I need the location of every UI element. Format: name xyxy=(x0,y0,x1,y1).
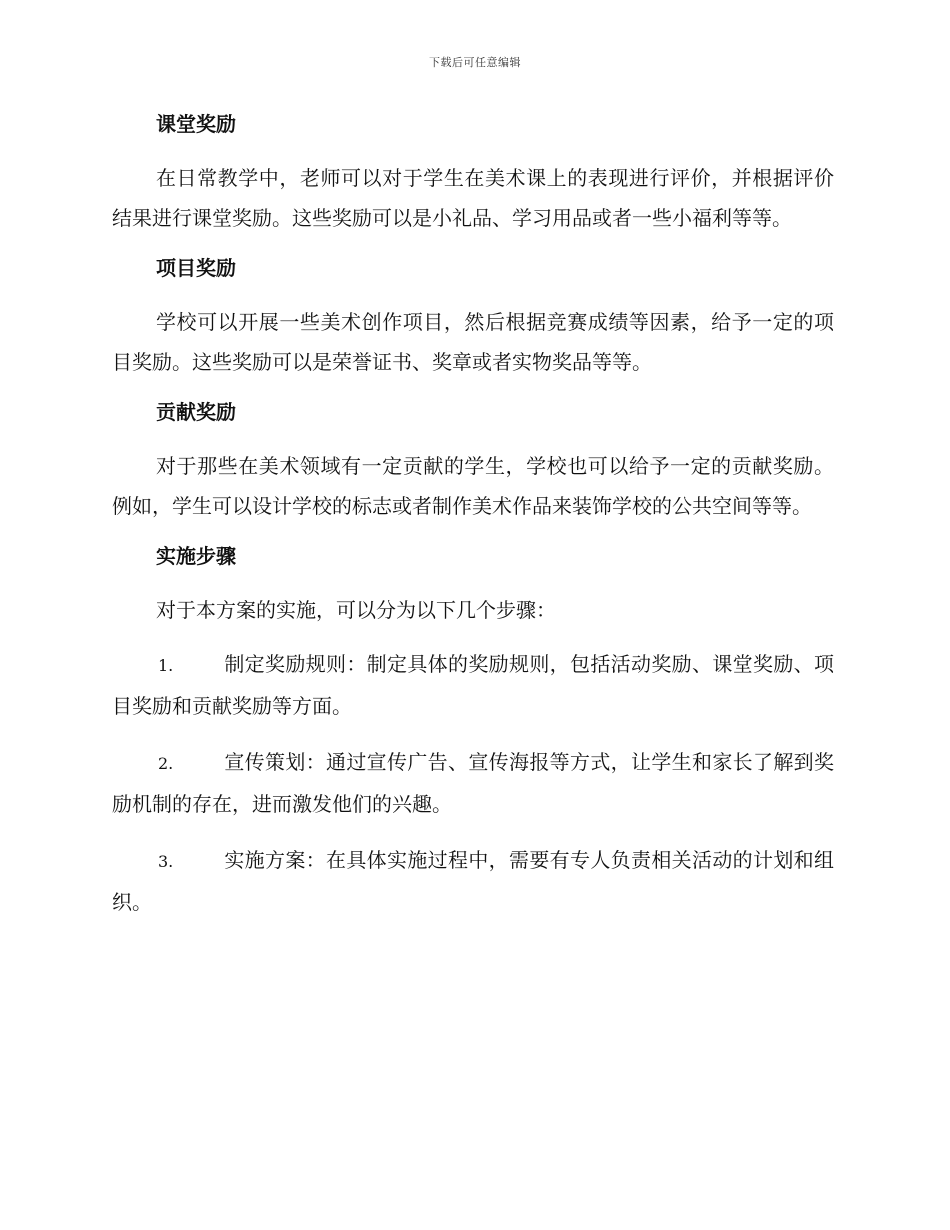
section-paragraph-contribution-reward: 对于那些在美术领域有一定贡献的学生，学校也可以给予一定的贡献奖励。例如，学生可以设计学校的标志或者制作美术作品来装饰学校的公共空间等等。 xyxy=(112,454,834,518)
section-heading-implementation-steps: 实施步骤 xyxy=(156,544,236,568)
list-item xyxy=(112,644,834,726)
list-item-number: 3. xyxy=(158,852,174,871)
list-item xyxy=(112,742,834,824)
list-item-number: 2. xyxy=(158,754,174,773)
page-header: 下载后可任意编辑 xyxy=(429,56,521,69)
section-heading-classroom-reward: 课堂奖励 xyxy=(156,112,236,136)
list-item-text: 实施方案：在具体实施过程中，需要有专人负责相关活动的计划和组织。 xyxy=(112,848,834,914)
list-item xyxy=(112,840,834,922)
document-body xyxy=(112,108,834,938)
section-paragraph-classroom-reward: 在日常教学中，老师可以对于学生在美术课上的表现进行评价，并根据评价结果进行课堂奖励。这些奖励可以是小礼品、学习用品或者一些小福利等等。 xyxy=(112,166,834,230)
list-item-number: 1. xyxy=(158,656,174,675)
section-paragraph-implementation-steps: 对于本方案的实施，可以分为以下几个步骤： xyxy=(156,598,556,622)
list-item-text: 宣传策划：通过宣传广告、宣传海报等方式，让学生和家长了解到奖励机制的存在，进而激发他们的兴趣。 xyxy=(112,750,834,816)
list-item-text: 制定奖励规则：制定具体的奖励规则，包括活动奖励、课堂奖励、项目奖励和贡献奖励等方面。 xyxy=(112,652,834,718)
section-heading-project-reward: 项目奖励 xyxy=(156,256,236,280)
section-paragraph-project-reward: 学校可以开展一些美术创作项目，然后根据竞赛成绩等因素，给予一定的项目奖励。这些奖励可以是荣誉证书、奖章或者实物奖品等等。 xyxy=(112,310,834,374)
section-heading-contribution-reward: 贡献奖励 xyxy=(156,400,236,424)
